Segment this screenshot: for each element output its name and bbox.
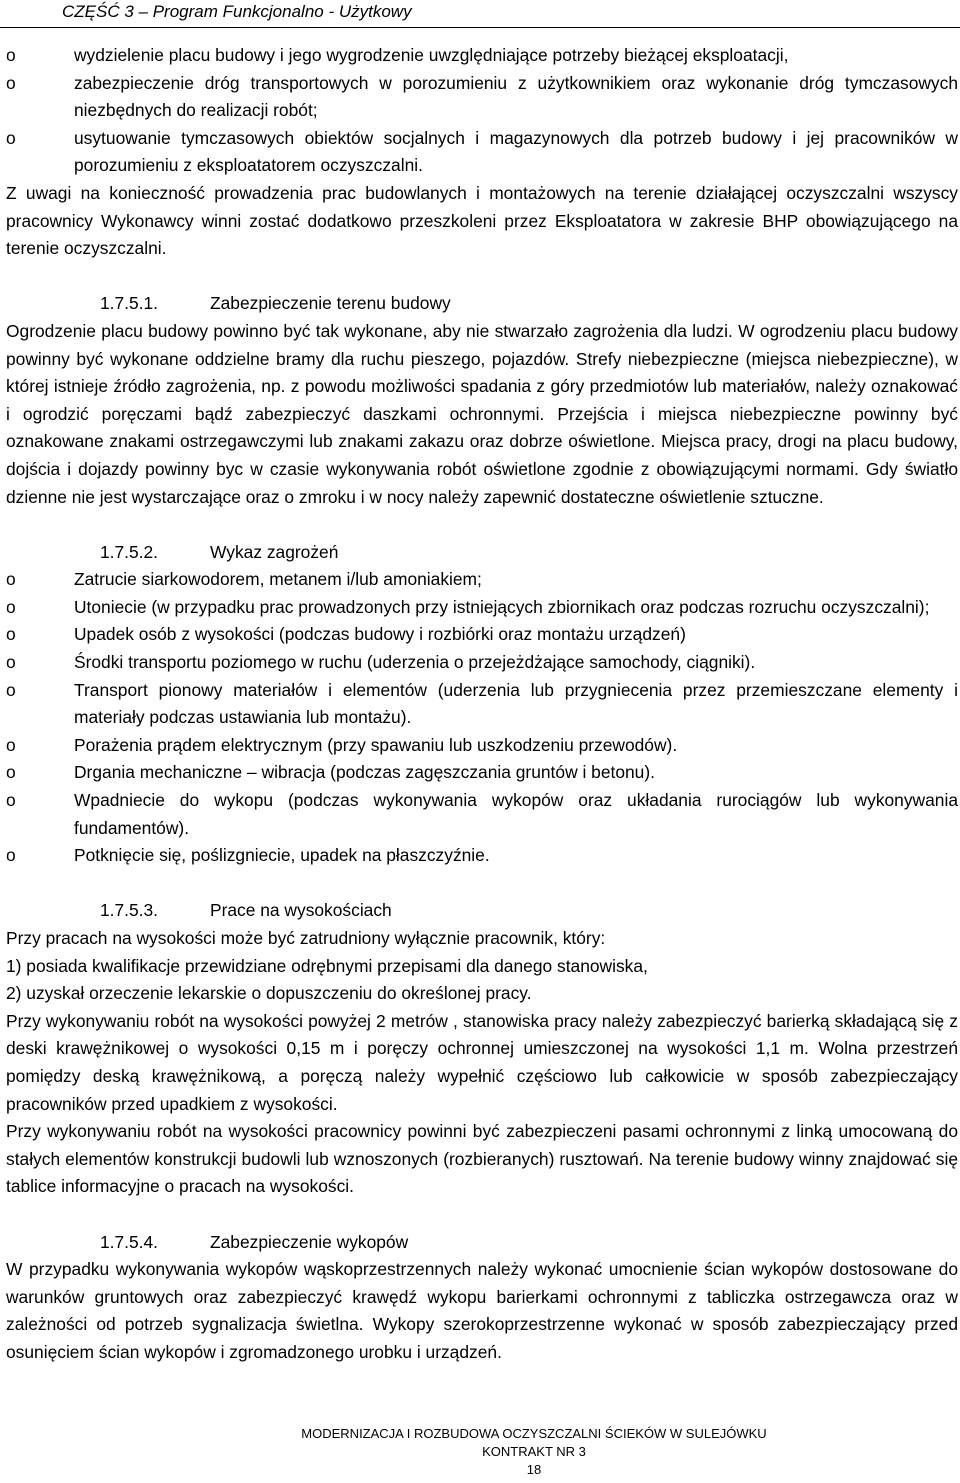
bullet-marker: o — [6, 845, 16, 866]
text-line: 2) uzyskał orzeczenie lekarskie o dopuszczeniu do określonej pracy. — [6, 983, 532, 1004]
header-divider — [0, 27, 960, 28]
list-item: o wydzielenie placu budowy i jego wygrodzenie uwzględniające potrzeby bieżącej eksploatacji, — [6, 42, 958, 70]
list-item: o Potknięcie się, poślizgniecie, upadek na płaszczyźnie. — [6, 842, 958, 870]
list-item: o Utoniecie (w przypadku prac prowadzonych przy istniejących zbiornikach oraz podczas rozruchu oczyszczalni); — [6, 594, 958, 622]
bullet-marker: o — [6, 45, 16, 65]
list-item: o Transport pionowy materiałów i elementów (uderzenia lub przygniecenia przez przemieszczane elementy i materiały podczas ustawiania lub montażu). — [6, 677, 958, 732]
footer-project-title: MODERNIZACJA I ROZBUDOWA OCZYSZCZALNI ŚCIEKÓW W SULEJÓWKU — [301, 1426, 767, 1441]
text-line: Przy pracach na wysokości może być zatrudniony wyłącznie pracownik, który: — [6, 928, 606, 948]
section-title: Wykaz zagrożeń — [210, 541, 339, 562]
bullet-marker: o — [6, 72, 16, 93]
section-number: 1.7.5.3. — [100, 900, 159, 921]
bullet-marker: o — [6, 624, 16, 645]
list-item: o Drgania mechaniczne – wibracja (podczas zagęszczania gruntów i betonu). — [6, 759, 958, 787]
section-paragraph: Ogrodzenie placu budowy powinno być tak wykonane, aby nie stwarzało zagrożenia dla ludzi. W ogrodzeniu placu budowy powinny być wykonane oddzielne bramy dla ruchu pieszego, pojazdów. Strefy niebezpieczne (miejsca niebezpieczne), w której istnieje źródło zagrożenia, np. z powodu możliwości spadania z góry przedmiotów lub materiałów, należy oznakować i ogrodzić poręczami bądź zabezpieczyć daszkami ochronnymi. Przejścia i miejsca niebezpieczne powinny być oznakowane znakami ostrzegawczymi lub znakami zakazu oraz dobrze oświetlone. Miejsca pracy, drogi na placu budowy, dojścia i dojazdy powinny byc w czasie wykonywania robót oświetlone zgodnie z obowiązującymi normami. Gdy światło dzienne nie jest wystarczające oraz o zmroku i w nocy należy zapewnić dostateczne oświetlenie sztuczne. — [6, 320, 958, 507]
bullet-marker: o — [6, 734, 16, 755]
text-line: 1) posiada kwalifikacje przewidziane odrębnymi przepisami dla danego stanowiska, — [6, 955, 648, 976]
list-item: o Środki transportu poziomego w ruchu (uderzenia o przejeżdżające samochody, ciągniki). — [6, 649, 958, 677]
bullet-marker: o — [6, 762, 16, 783]
hazard-list — [6, 566, 958, 870]
bullet-marker: o — [6, 569, 16, 590]
page-footer — [0, 1425, 960, 1479]
section-heading — [6, 1229, 958, 1257]
section-number: 1.7.5.4. — [100, 1231, 159, 1252]
list-item: o usytuowanie tymczasowych obiektów socjalnych i magazynowych dla potrzeb budowy i jej pracowników w porozumieniu z eksploatatorem oczyszczalni. — [6, 125, 958, 180]
list-item: o Zatrucie siarkowodorem, metanem i/lub amoniakiem; — [6, 566, 958, 594]
bullet-marker: o — [6, 790, 16, 811]
section-paragraph: W przypadku wykonywania wykopów wąskoprzestrzennych należy wykonać umocnienie ścian wykopów dostosowane do warunków gruntowych oraz zabezpieczyć krawędź wykopu barierkami ochronnymi z tabliczka ostrzegawcza oraz w zależności od potrzeb sygnalizacja świetlna. Wykopy szerokoprzestrzenne wykonać w sposób zabezpieczający przed osunięciem ścian wykopów i zgromadzonego urobku i urządzeń. — [6, 1259, 958, 1362]
section-title: Prace na wysokościach — [210, 900, 392, 921]
list-item: o Upadek osób z wysokości (podczas budowy i rozbiórki oraz montażu urządzeń) — [6, 621, 958, 649]
list-item: o zabezpieczenie dróg transportowych w porozumieniu z użytkownikiem oraz wykonanie dróg tymczasowych niezbędnych do realizacji robót; — [6, 70, 958, 125]
list-item: o Porażenia prądem elektrycznym (przy spawaniu lub uszkodzeniu przewodów). — [6, 732, 958, 760]
section-number: 1.7.5.2. — [100, 541, 159, 562]
bullet-list-top — [6, 42, 958, 180]
section-heading — [6, 290, 958, 318]
section-paragraph: Przy wykonywaniu robót na wysokości pracownicy powinni być zabezpieczeni pasami ochronnymi z linką umocowaną do stałych elementów konstrukcji budowli lub wznoszonych (rozbieranych) rusztowań. Na terenie budowy winny znajdować się tablice informacyjne o pracach na wysokości. — [6, 1121, 958, 1197]
bullet-marker: o — [6, 679, 16, 700]
footer-contract: KONTRAKT NR 3 — [482, 1444, 586, 1459]
section-heading — [6, 539, 958, 567]
bullet-marker: o — [6, 652, 16, 673]
section-heading — [6, 897, 958, 925]
section-number: 1.7.5.1. — [100, 293, 159, 314]
bullet-marker: o — [6, 596, 16, 617]
page-header: CZĘŚĆ 3 – Program Funkcjonalno - Użytkowy — [62, 2, 412, 21]
document-body — [6, 42, 958, 1367]
section-paragraph: Przy wykonywaniu robót na wysokości powyżej 2 metrów , stanowiska pracy należy zabezpieczyć barierką składającą się z deski krawężnikowej o wysokości 0,15 m i poręczy ochronnej umieszczonej na wysokości 1,1 m. Wolna przestrzeń pomiędzy deską krawężnikową, a poręczą należy wypełnić częściowo lub całkowicie w sposób zabezpieczający pracowników przed upadkiem z wysokości. — [6, 1010, 958, 1114]
bullet-marker: o — [6, 127, 16, 148]
intro-paragraph: Z uwagi na konieczność prowadzenia prac budowlanych i montażowych na terenie działającej oczyszczalni wszyscy pracownicy Wykonawcy winni zostać dodatkowo przeszkoleni przez Eksploatatora w zakresie BHP obowiązującego na terenie oczyszczalni. — [6, 182, 958, 259]
section-title: Zabezpieczenie terenu budowy — [210, 293, 451, 314]
page-number: 18 — [526, 1462, 542, 1477]
list-item: o Wpadniecie do wykopu (podczas wykonywania wykopów oraz układania rurociągów lub wykonywania fundamentów). — [6, 787, 958, 842]
section-title: Zabezpieczenie wykopów — [210, 1231, 409, 1252]
